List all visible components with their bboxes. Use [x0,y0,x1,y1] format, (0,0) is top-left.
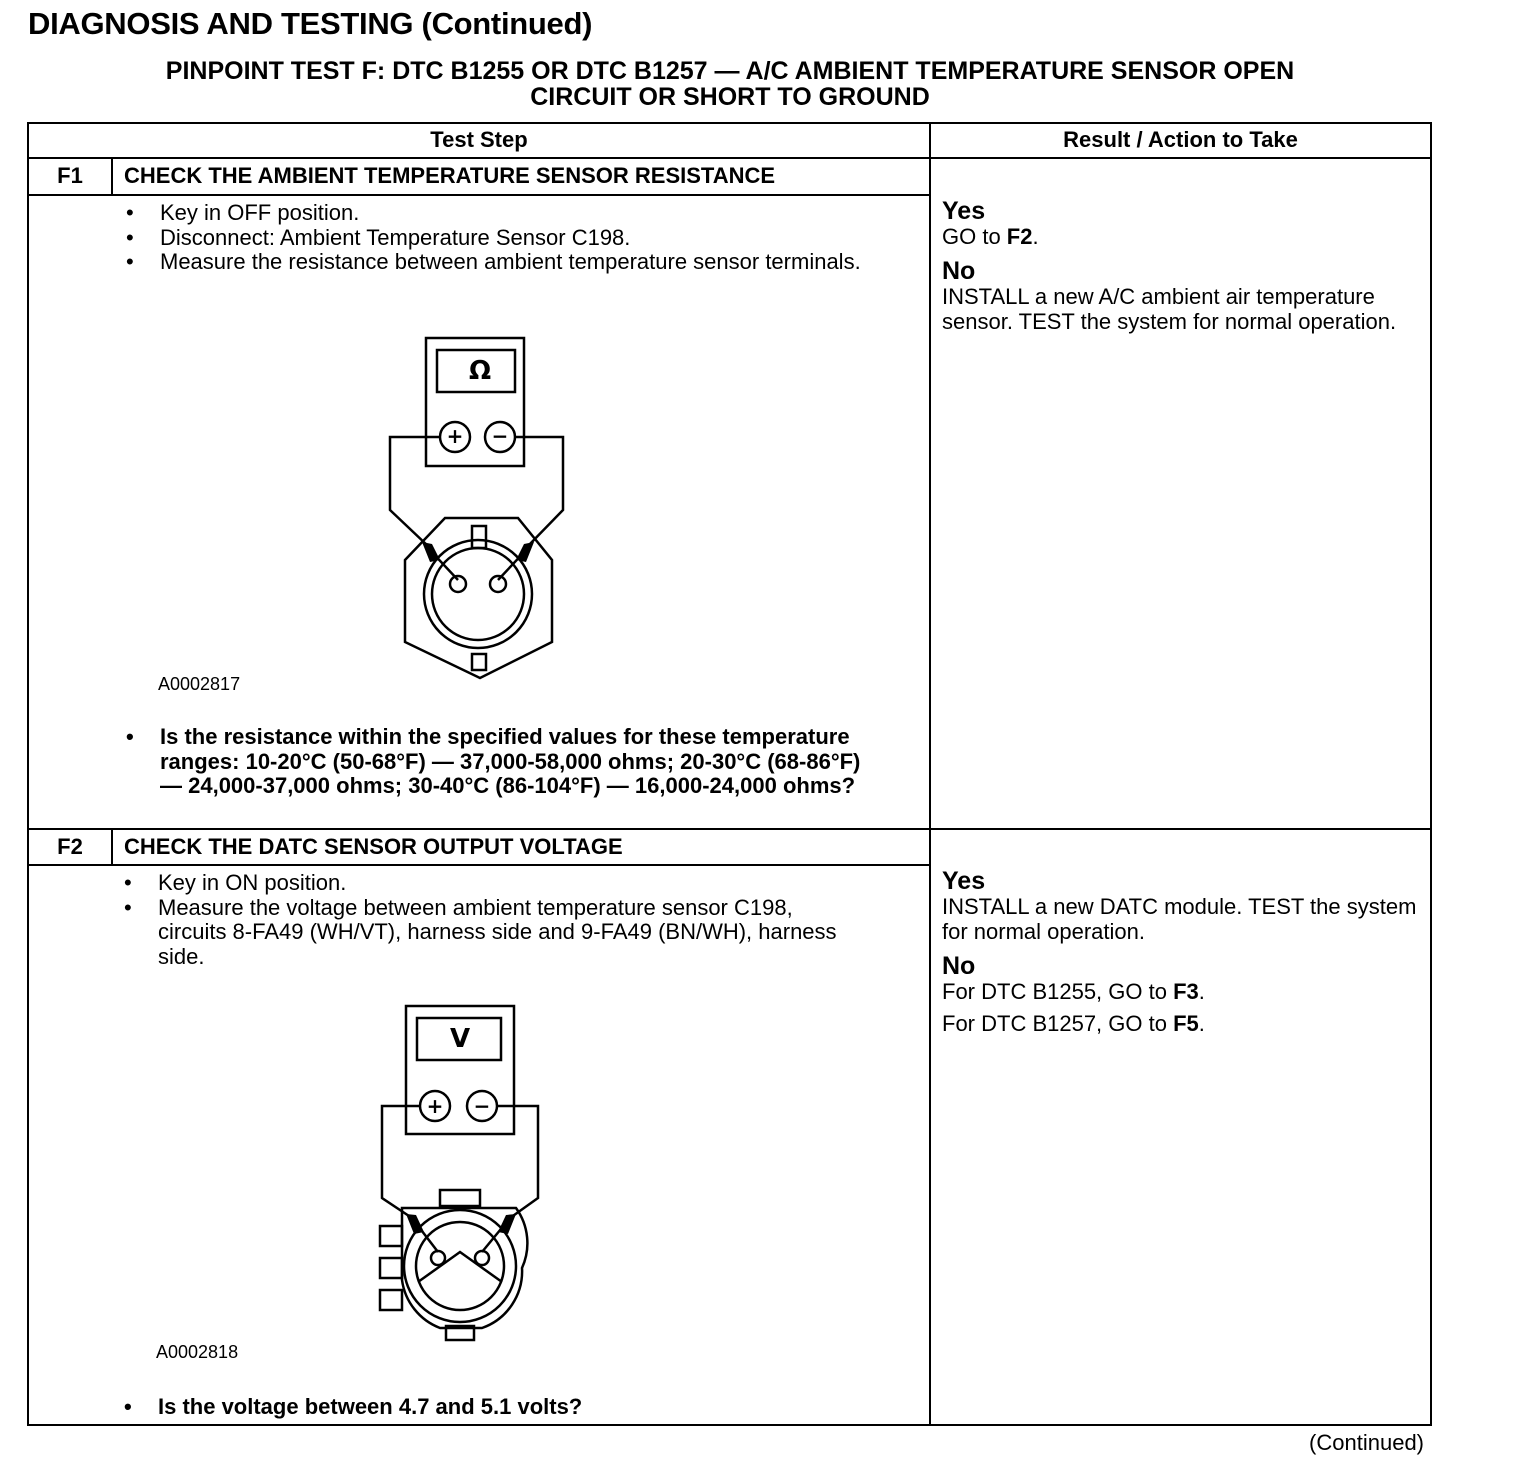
yes-action: GO to F2. [942,224,1039,249]
figure-id-f1: A0002817 [158,674,241,694]
connector-inner-ring [416,1222,504,1310]
step-f2-question [122,1395,862,1420]
list-item: • Is the resistance within the specified values for these temperature ranges: 10-20°C (50-68°F) — 37,000-58,000 ohms; 20-30°C (68-86°F) — 24,000-37,000 ohms; 30-40°C (86-104°F) — 16,000-24,000 ohms? [124,725,874,799]
voltmeter-diagram [370,1000,570,1350]
sensor-inner-ring [432,548,524,640]
test-title [30,58,1430,110]
meter-symbol: V [449,1024,471,1054]
connector-tab-3 [380,1290,402,1310]
column-header-result: Result / Action to Take [1063,127,1298,152]
sensor-outer-ring [424,540,532,648]
negative-lead [497,1106,538,1218]
page-header: DIAGNOSIS AND TESTING (Continued) [28,6,593,41]
connector-terminal-b [475,1251,489,1265]
test-title-line1: PINPOINT TEST F: DTC B1255 OR DTC B1257 — A/C AMBIENT TEMPERATURE SENSOR OPEN [165,57,1295,85]
step-link-f2: F2 [1006,224,1033,249]
connector-tab-1 [380,1226,402,1246]
yes-label: Yes [942,197,986,225]
list-item: • Measure the voltage between ambient temperature sensor C198, circuits 8-FA49 (WH/VT), harness side and 9-FA49 (BN/WH), harness side. [122,896,842,970]
step-title-f1: CHECK THE AMBIENT TEMPERATURE SENSOR RESISTANCE [124,163,776,188]
connector-terminal-a [431,1251,445,1265]
step-f2-bullets [122,871,842,969]
no-label: No [942,257,976,285]
sensor-key-bottom [472,654,486,670]
step-link-f5: F5 [1173,1011,1199,1036]
connector-tab-2 [380,1258,402,1278]
step-title-f2: CHECK THE DATC SENSOR OUTPUT VOLTAGE [124,834,623,859]
step-link-f3: F3 [1173,979,1199,1004]
sensor-key-top [472,526,486,548]
step-f1-question [124,725,874,799]
list-item: • Key in OFF position. [124,201,884,226]
figure-id-f2: A0002818 [156,1342,239,1362]
step-id-f1: F1 [57,163,83,188]
result-f2 [942,868,1422,1036]
list-item: • Is the voltage between 4.7 and 5.1 volts? [122,1395,862,1420]
no-action: INSTALL a new A/C ambient air temperature sensor. TEST the system for normal operation. [942,284,1397,334]
column-header-test-step: Test Step [430,127,528,152]
yes-action: INSTALL a new DATC module. TEST the system for normal operation. [942,894,1417,944]
no-action-b1255: For DTC B1255, GO to F3. [942,979,1205,1004]
list-item: • Key in ON position. [122,871,842,896]
connector-lock [440,1190,480,1206]
no-action-b1257: For DTC B1257, GO to F5. [942,1011,1205,1036]
test-title-line2: CIRCUIT OR SHORT TO GROUND [530,83,930,111]
yes-label: Yes [942,867,986,895]
minus-icon: − [473,1094,491,1118]
step-id-f2: F2 [57,834,83,859]
ohmmeter-diagram [380,330,580,690]
result-f1 [942,198,1422,334]
plus-icon: + [426,1094,444,1118]
minus-icon: − [491,424,509,448]
meter-symbol: Ω [468,356,492,386]
step-f1-bullets [124,201,884,275]
continued-footer: (Continued) [1309,1430,1424,1455]
no-label: No [942,952,976,980]
negative-lead [515,437,563,546]
list-item: • Disconnect: Ambient Temperature Sensor C198. [124,226,884,251]
positive-lead [382,1106,420,1218]
plus-icon: + [446,424,464,448]
list-item: • Measure the resistance between ambient temperature sensor terminals. [124,250,884,275]
